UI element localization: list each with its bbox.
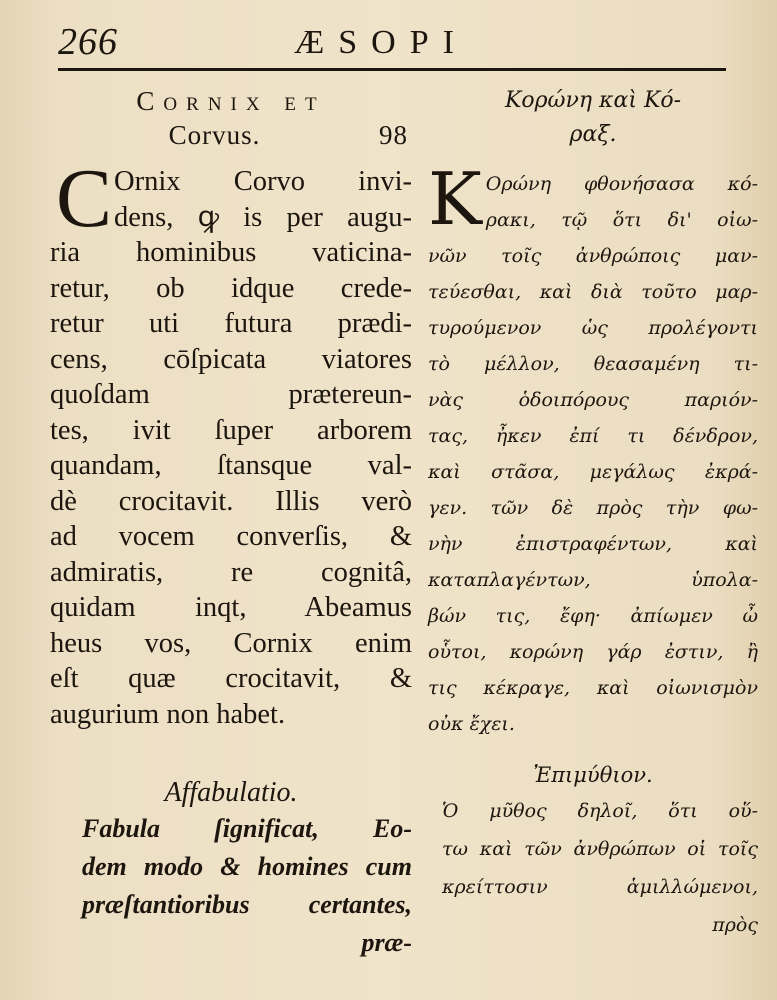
greek-line: νὰς ὁδοιπόρους παριόν- — [428, 389, 758, 411]
latin-dropcap: C — [56, 152, 113, 245]
latin-line: heus vos, Cornix enim — [50, 627, 412, 659]
greek-line: Ορώνη φθονήσασα κό- — [485, 173, 758, 195]
latin-moral-line: præ- — [361, 928, 412, 957]
greek-moral-line: κρείττοσιν ἁμιλλώμενοι, — [442, 876, 758, 898]
greek-line: νῶν τοῖς ἀνθρώποις μαν- — [428, 245, 758, 267]
latin-column — [50, 84, 412, 962]
latin-line: retur, ob idque crede- — [50, 272, 412, 304]
latin-moral-text — [82, 810, 412, 962]
greek-line: τας, ἦκεν ἐπί τι δένδρον, — [428, 425, 758, 447]
latin-line: Ornix Corvo invi- — [114, 166, 412, 197]
latin-line: quidam inqt, Abeamus — [50, 592, 412, 623]
latin-title-line2 — [50, 118, 412, 152]
greek-moral-line: Ὁ μῦθος δηλοῖ, ὅτι οὕ- — [442, 800, 758, 822]
greek-line: νὴν ἐπιστραφέντων, καὶ — [428, 533, 758, 555]
latin-line: eſt quæ crocitavit, & — [50, 663, 412, 694]
greek-line: βών τις, ἔφη· ἀπίωμεν ὦ — [428, 605, 758, 627]
latin-fable-text — [50, 152, 412, 732]
greek-fable-title — [428, 84, 758, 152]
latin-line: retur uti futura prædi- — [50, 308, 412, 339]
latin-line: quandam, ſtansque val- — [50, 450, 412, 481]
greek-line: καταπλαγέντων, ὑπολα- — [428, 569, 758, 591]
latin-line: ad vocem converſis, & — [50, 521, 412, 552]
header-rule — [58, 68, 726, 71]
latin-moral-line: dem modo & homines cum — [82, 852, 412, 881]
greek-line: τυρούμενον ὡς προλέγοντι — [428, 317, 758, 339]
greek-line: οὗτοι, κορώνη γάρ ἐστιν, ἢ — [428, 641, 758, 663]
latin-title-line1: Cornix et — [136, 86, 326, 116]
latin-line: quoſdam prætereun- — [50, 379, 412, 410]
greek-moral-line: τω καὶ τῶν ἀνθρώπων οἱ τοῖς — [442, 838, 758, 860]
greek-line: οὐκ ἔχει. — [428, 713, 515, 735]
latin-moral-line: præſtantioribus certantes, — [82, 890, 412, 919]
running-head: ÆSOPI — [294, 24, 468, 61]
greek-fable-text — [428, 157, 758, 742]
greek-line: τις κέκραγε, καὶ οἰωνισμὸν — [428, 677, 758, 699]
greek-column — [428, 84, 758, 944]
latin-moral-line: Fabula ſignificat, Eo- — [82, 814, 412, 843]
greek-dropcap: Κ — [428, 157, 482, 241]
latin-title-word: Corvus. — [168, 120, 261, 150]
greek-line: ρακι, τῷ ὅτι δι' οἰω- — [485, 209, 758, 231]
page-number: 266 — [58, 21, 118, 63]
greek-line: τεύεσθαι, καὶ διὰ τοῦτο μαρ- — [428, 281, 758, 303]
greek-title-line1: Κορώνη καὶ Κό- — [504, 88, 682, 113]
latin-line: ria hominibus vaticina- — [50, 237, 412, 268]
latin-fable-title — [50, 84, 412, 152]
fable-number: 98 — [379, 120, 408, 150]
latin-line: cens, cōſpicata viatores — [50, 343, 412, 375]
affabulatio-heading: Affabulatio. — [164, 777, 298, 808]
greek-moral-line: πρὸς — [712, 914, 758, 936]
page-header — [58, 14, 726, 64]
greek-line: τὸ μέλλον, θεασαμένη τι- — [428, 353, 758, 375]
latin-line: dè crocitavit. Illis verò — [50, 485, 412, 517]
latin-line: dens, ꝙ is per augu- — [114, 201, 412, 233]
latin-line: tes, ivit ſuper arborem — [50, 414, 412, 446]
greek-line: καὶ στᾶσα, μεγάλως ἐκρά- — [428, 461, 758, 483]
greek-title-line2: ραξ. — [569, 122, 617, 147]
latin-line: admiratis, re cognitâ, — [50, 556, 412, 588]
greek-line: γεν. τῶν δὲ πρὸς τὴν φω- — [428, 497, 758, 519]
latin-line: augurium non habet. — [50, 698, 286, 730]
epimythion-heading: Ἐπιμύθιον. — [533, 763, 653, 787]
greek-moral-text — [442, 792, 758, 944]
